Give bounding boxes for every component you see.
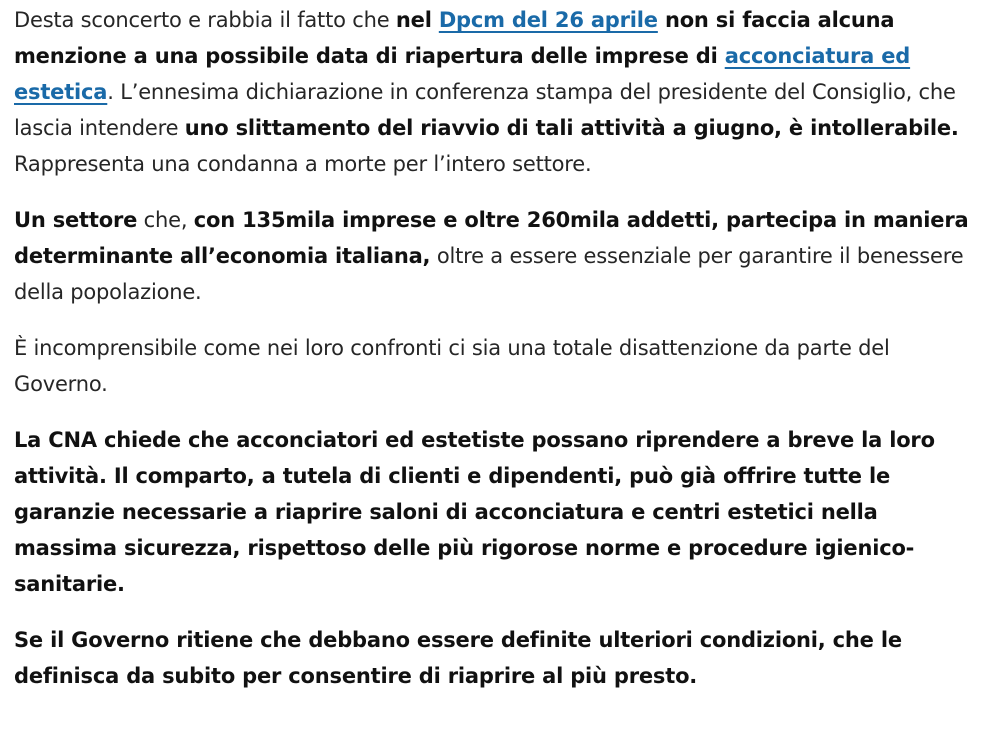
bold-text: non si faccia alcuna menzione a una possibile data di riapertura delle imprese di: [14, 8, 895, 68]
paragraph-text: . L’ennesima dichiarazione in conferenza stampa del presidente del Consiglio, che lascia intendere: [14, 80, 956, 140]
bold-text: La CNA chiede che acconciatori ed estetiste possano riprendere a breve la loro attività. Il comparto, a tutela di clienti e dipendenti, può già offrire tutte le garanzie necessarie a riaprire saloni di acconciatura e centri estetici nella massima sicurezza, rispettoso delle più rigorose norme e procedure igienico-sanitarie.: [14, 428, 935, 596]
bold-text: con 135mila imprese e oltre 260mila addetti, partecipa in maniera determinante all’economia italiana,: [14, 208, 969, 268]
paragraph-text: che,: [137, 208, 194, 232]
paragraph-5: [14, 622, 984, 694]
acconciatura-estetica-link[interactable]: acconciatura ed estetica: [14, 44, 911, 104]
bold-text: Se il Governo ritiene che debbano essere definite ulteriori condizioni, che le definisca da subito per consentire di riaprire al più presto.: [14, 628, 902, 688]
paragraph-text: oltre a essere essenziale per garantire il benessere della popolazione.: [14, 244, 964, 304]
paragraph-2: [14, 202, 984, 310]
bold-text: uno slittamento del riavvio di tali attività a giugno, è intollerabile.: [184, 116, 959, 140]
dpcm-link[interactable]: Dpcm del 26 aprile: [438, 8, 658, 32]
paragraph-text: È incomprensibile come nei loro confronti ci sia una totale disattenzione da parte del Governo.: [14, 336, 890, 396]
article-body: [14, 2, 984, 694]
paragraph-text: Rappresenta una condanna a morte per l’intero settore.: [14, 152, 592, 176]
paragraph-3: [14, 330, 984, 402]
paragraph-1: [14, 2, 984, 182]
paragraph-text: Desta sconcerto e rabbia il fatto che: [14, 8, 396, 32]
bold-text: Un settore: [14, 208, 138, 232]
paragraph-4: [14, 422, 984, 602]
bold-text: nel: [395, 8, 439, 32]
